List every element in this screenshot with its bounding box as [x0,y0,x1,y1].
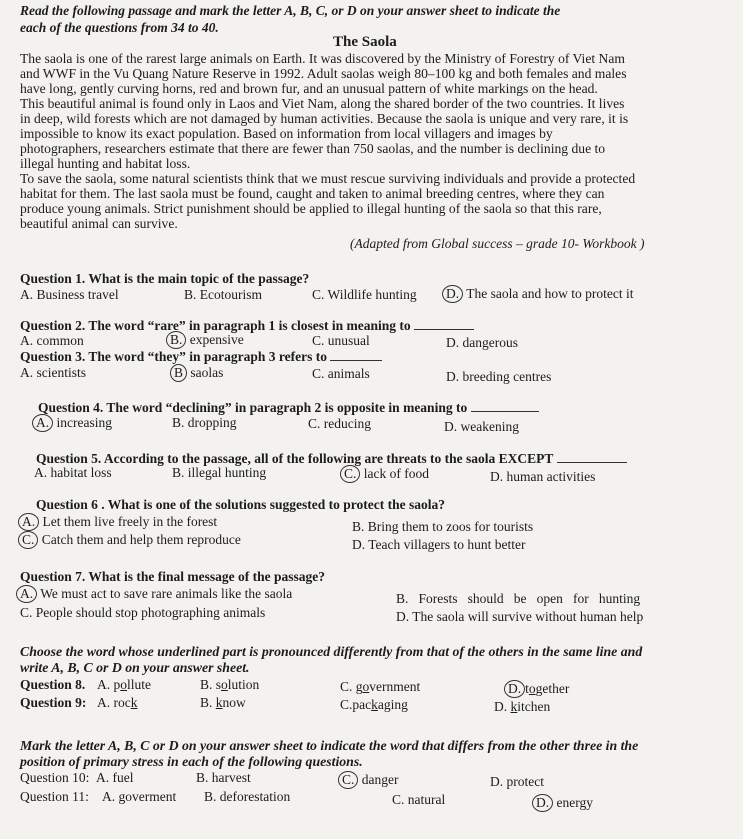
option-d[interactable] [494,699,550,715]
option-d[interactable]: D. human activities [490,469,596,484]
answer-circle: C. [340,465,360,483]
question-stem [20,349,382,365]
question-stem [20,318,474,334]
underlined-part: k [215,695,223,710]
instruction-line: Choose the word whose underlined part is pronounced differently from that of the others in the same line and [20,644,643,659]
instruction-line-1: Read the following passage and mark the letter A, B, C, or D on your answer sheet to indicate the [20,3,561,18]
option-d[interactable]: D. breeding centres [446,369,552,384]
option-a[interactable]: A. Business travel [20,287,119,302]
answer-circle: B. [166,331,186,349]
option-a-text: Let them live freely in the forest [42,514,218,529]
option-c[interactable] [340,697,408,713]
option-b[interactable]: B. Bring them to zoos for tourists [352,519,534,534]
question-label: Question 10: [20,770,90,785]
underlined-part: o [221,677,228,692]
underlined-part: o [120,677,127,692]
instruction-line: position of primary stress in each of the following questions. [20,754,363,769]
option-b[interactable]: B. deforestation [204,789,291,804]
option-d[interactable]: D. protect [490,774,544,789]
answer-blank [557,452,627,463]
passage-line: habitat for them. The last saola must be found, caught and taken to animal breeding centres, where they can [20,186,605,201]
answer-letter: B. [200,695,213,710]
option-a[interactable]: A. common [20,333,84,348]
option-b[interactable]: B. dropping [172,415,237,430]
question-stem-text: Question 4. The word “declining” in paragraph 2 is opposite in meaning to [38,400,468,415]
answer-circle: A. [18,513,39,531]
answer-circle: A. [32,414,53,432]
question-label: Question 11: [20,789,89,804]
answer-circle: C. [18,531,38,549]
option-b[interactable]: B. Ecotourism [184,287,262,302]
underlined-part: k [510,699,518,714]
option-a[interactable]: A. scientists [20,365,86,380]
option-c-text: lack of food [363,466,429,481]
question-stem [38,400,539,416]
passage-line: The saola is one of the rarest large animals on Earth. It was discovered by the Ministry of Forestry of Viet Nam [20,51,625,66]
question-label: Question 9: [20,695,87,710]
answer-circle: D. [442,285,463,303]
option-text: lution [227,677,260,692]
option-d-text: energy [556,795,593,810]
passage-line: This beautiful animal is found only in Laos and Viet Nam, along the shared border of the two countries. It lives [20,96,625,111]
option-text: D. [494,699,511,714]
option-a[interactable] [97,695,138,711]
answer-circle: C. [338,771,358,789]
option-d-selected[interactable] [446,285,633,303]
option-text: A. roc [97,695,131,710]
passage-line: impossible to know its exact population. Based on information from local villagers and images by [20,126,553,141]
answer-blank [330,350,382,361]
option-c[interactable]: C. unusual [312,333,370,348]
instruction-line-2: each of the questions from 34 to 40. [20,20,219,35]
option-text: aging [377,697,408,712]
passage-line: and WWF in the Vu Quang Nature Reserve in 1992. Adult saolas weigh 80–100 kg and both females and males [20,66,627,81]
answer-blank [414,319,474,330]
option-b[interactable]: B. illegal hunting [172,465,267,480]
option-a[interactable]: A. habitat loss [34,465,112,480]
option-b[interactable]: B. Forests should be open for hunting [396,591,641,606]
question-stem [36,451,627,467]
passage-source: (Adapted from Global success – grade 10- Workbook ) [350,236,645,251]
option-text: itchen [517,699,551,714]
instruction-line: Mark the letter A, B, C or D on your answer sheet to indicate the word that differs from the other three in the [20,738,639,753]
option-c-text: Catch them and help them reproduce [41,532,241,547]
option-text: C.pac [340,697,372,712]
option-a-selected[interactable] [20,585,292,603]
option-b-selected[interactable] [174,364,223,382]
passage-line: in deep, wild forests which are not damaged by human activities. Because the saola is unique and very rare, it is [20,111,629,126]
option-text: vernment [369,679,421,694]
option-text: llute [127,677,151,692]
option-c-selected[interactable] [344,465,429,483]
option-a-selected[interactable] [22,513,217,531]
underlined-part: k [371,697,378,712]
answer-circle: B [170,364,187,382]
answer-blank [471,401,539,412]
option-d[interactable]: D. The saola will survive without human help [396,609,644,624]
underlined-part: k [130,695,138,710]
option-a[interactable]: A. fuel [96,770,134,785]
option-d-selected[interactable] [536,794,593,812]
question-stem: Question 7. What is the final message of the passage? [20,569,326,584]
option-c[interactable] [340,679,420,695]
underlined-part: o [528,681,536,696]
option-d[interactable]: D. weakening [444,419,519,434]
answer-circle: A. [16,585,37,603]
option-text: A. p [97,677,121,692]
option-c[interactable]: C. reducing [308,416,371,431]
passage-line: have long, gently curving horns, red and brown fur, and an unusual pattern of white markings on the head. [20,81,598,96]
option-b-text: expensive [189,332,244,347]
option-b-selected[interactable] [170,331,244,349]
passage-line: illegal hunting and habitat loss. [20,156,191,171]
question-stem-text: Question 3. The word “they” in paragraph 3 refers to [20,349,327,364]
option-b[interactable]: B. harvest [196,770,251,785]
option-a[interactable] [97,677,151,693]
question-stem-text: Question 5. According to the passage, all of the following are threats to the saola EXCEPT [36,451,554,466]
passage-line: produce young animals. Strict punishment should be applied to illegal hunting of the saola so that this rare, [20,201,602,216]
option-a[interactable]: A. goverment [102,789,177,804]
instruction-line: write A, B, C or D on your answer sheet. [20,660,250,675]
option-d[interactable]: D. Teach villagers to hunt better [352,537,526,552]
option-text: C. g [340,679,363,694]
option-d-text: The saola and how to protect it [466,286,634,301]
option-c[interactable]: C. animals [312,366,370,381]
passage-line: To save the saola, some natural scientists think that we must rescue surviving individuals and provide a protected [20,171,636,186]
answer-circle: D. [532,794,553,812]
option-d[interactable]: D. dangerous [446,335,518,350]
question-stem: Question 6 . What is one of the solutions suggested to protect the saola? [36,497,446,512]
option-c[interactable]: C. Wildlife hunting [312,287,417,302]
option-c[interactable]: C. People should stop photographing animals [20,605,266,620]
question-stem: Question 1. What is the main topic of the passage? [20,271,310,286]
option-b-text: saolas [190,365,224,380]
option-text: B. s [200,677,222,692]
option-c-selected[interactable] [342,771,399,789]
option-a-text: increasing [56,415,112,430]
option-text: gether [535,681,570,696]
passage-title: The Saola [333,34,397,50]
option-d-selected[interactable] [508,680,569,698]
option-text: t [525,681,529,696]
underlined-part: o [362,679,370,694]
passage-line: beautiful animal can survive. [20,216,178,231]
answer-circle: D. [504,680,525,698]
passage-line: photographers, researchers estimate that there are fewer than 750 saolas, and the number is declining due to [20,141,606,156]
option-a-selected[interactable] [36,414,112,432]
option-text: now [222,695,246,710]
option-b[interactable] [200,677,259,693]
question-label: Question 8. [20,677,86,692]
option-c[interactable]: C. natural [392,792,446,807]
option-c-text: danger [361,772,399,787]
question-stem-text: Question 2. The word “rare” in paragraph 1 is closest in meaning to [20,318,411,333]
option-c-selected[interactable] [22,531,241,549]
option-a-text: We must act to save rare animals like the saola [40,586,293,601]
option-b-selected[interactable] [200,695,246,711]
